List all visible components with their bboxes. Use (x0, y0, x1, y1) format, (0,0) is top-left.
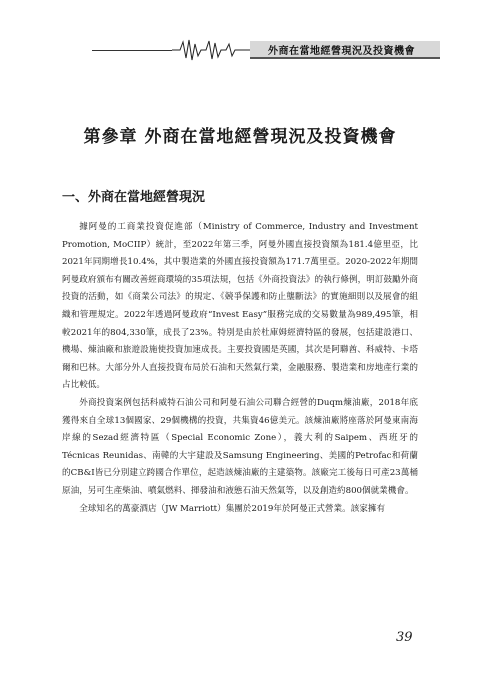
header-rule (92, 50, 172, 51)
running-title: 外商在當地經營現況及投資機會 (268, 46, 415, 57)
body-text (62, 219, 418, 518)
section-heading: 一、外商在當地經營現況 (62, 190, 206, 205)
paragraph: 據阿曼的工商業投資促進部（Ministry of Commerce, Industry and Investment Promotion, MoCIIP）統計，至2022年第三季，阿曼外國直接投資額為181.4億里亞，比2021年同期增長10.4%，其中製造業的外國直接投資額為171.7萬里亞。2020-2022年期間阿曼政府頒布有關改善經商環境的35項法規，包括《外商投資法》的執行條例，明訂鼓勵外商投資的活動，如《商業公司法》的規定、《競爭保護和防止壟斷法》的實施細則以及展會的組織和管理規定。2022年透過阿曼政府“Invest Easy”服務完成的交易數量為989,495筆，相較2021年的804,330筆，成長了23%。特別是由於杜庫姆經濟特區的發展，包括建設港口、機場、煉油廠和旅遊設施使投資加速成長。主要投資國是英國，其次是阿聯酋、科威特、卡塔爾和巴林。大部分外人直接投資布局於石油和天然氣行業，金融服務、製造業和房地產行業的占比較低。 (62, 222, 418, 391)
chapter-title: 第參章 外商在當地經營現況及投資機會 (83, 127, 397, 147)
paragraph: 外商投資案例包括科威特石油公司和阿曼石油公司聯合經營的Duqm煉油廠，2018年底獲得來自全球13個國家、29個機構的投資，共集資46億美元。該煉油廠將座落於阿曼東南海岸線的Sezad經濟特區（Special Economic Zone），義大利的Saipem、西班牙的Técnicas Reunidas、南韓的大宇建設及Samsung Engineering、美國的Petrofac和荷蘭的CB&I皆已分別建立跨國合作單位，起造該煉油廠的主建築物。該廠完工後每日可產23萬桶原油，另可生產柴油、噴氣燃料、揮發油和液態石油天然氣等，以及創造約800個就業機會。 (62, 397, 418, 496)
heartbeat-wave-icon (172, 38, 252, 62)
running-header (0, 36, 480, 62)
page-number: 39 (396, 630, 413, 645)
paragraph: 全球知名的萬豪酒店（JW Marriott）集團於2019年於阿曼正式營業。該家擁有 (79, 503, 386, 514)
